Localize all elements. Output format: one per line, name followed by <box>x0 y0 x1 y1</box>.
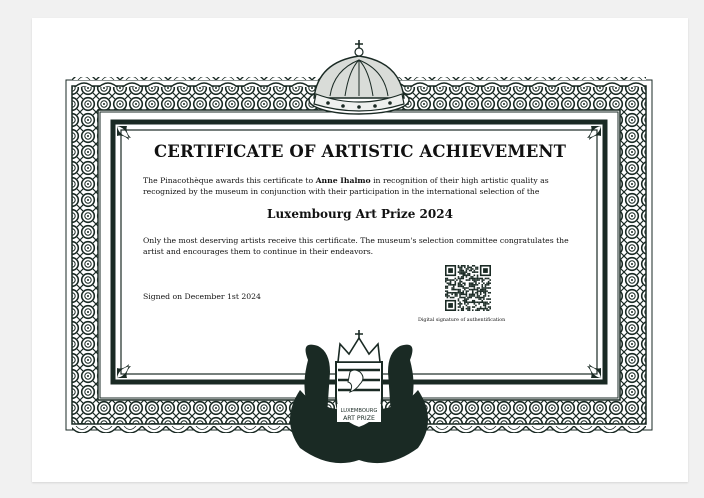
closing-paragraph: Only the most deserving artists receive this certificate. The museum's selection committee congratulates the artist and encourages them to continue in their endeavors. <box>143 236 569 256</box>
emblem-line-1: LUXEMBOURG <box>340 408 378 414</box>
intro-text-start: The Pinacothèque awards this certificate to <box>143 176 316 185</box>
prize-name: Luxembourg Art Prize 2024 <box>267 207 453 221</box>
certificate-title: CERTIFICATE OF ARTISTIC ACHIEVEMENT <box>154 142 566 161</box>
coat-of-arms-icon <box>290 330 428 463</box>
intro-text-end: in recognition of their high artistic quality as recognized by the museum in conjunction with their participation in the international selection of the <box>143 176 549 196</box>
recipient-name: Anne Ihalmo <box>315 176 371 185</box>
crown-icon <box>309 40 409 114</box>
intro-paragraph <box>143 175 583 197</box>
signed-date: Signed on December 1st 2024 <box>143 292 261 301</box>
emblem-line-2: ART PRIZE <box>343 415 375 422</box>
qr-code-icon <box>445 265 491 311</box>
signature-caption: Digital signature of authentification <box>418 318 506 323</box>
